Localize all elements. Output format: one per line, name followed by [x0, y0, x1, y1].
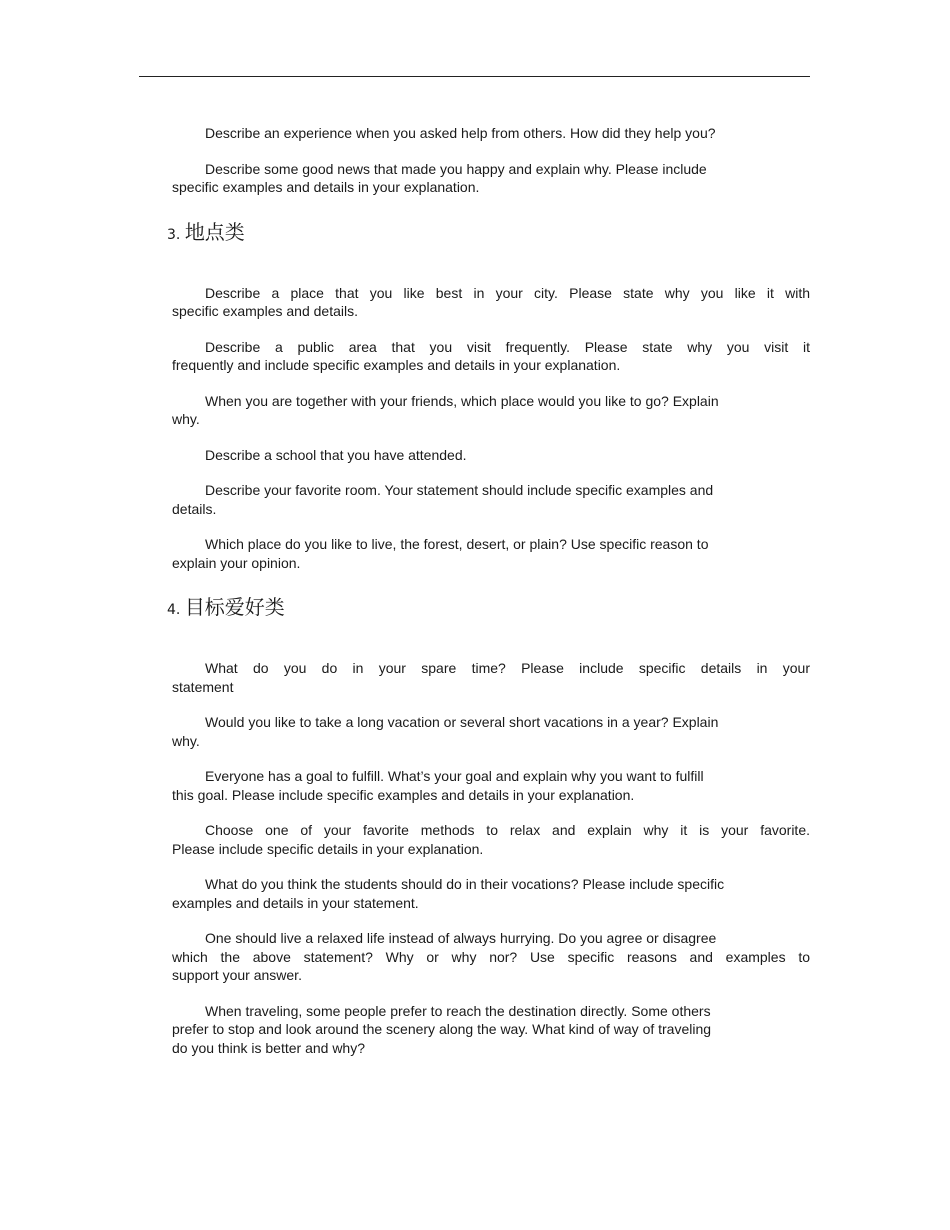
paragraph-line: Everyone has a goal to fulfill. What’s your goal and explain why you want to fulfill [205, 768, 704, 784]
section-heading [167, 594, 810, 623]
prompt-paragraph [172, 338, 810, 375]
paragraph-line: frequently and include specific examples and details in your explanation. [172, 357, 621, 373]
paragraph-line: One should live a relaxed life instead of always hurrying. Do you agree or disagree [205, 930, 717, 946]
prompt-paragraph [172, 481, 810, 518]
paragraph-line: prefer to stop and look around the scenery along the way. What kind of way of traveling [172, 1021, 712, 1037]
paragraph-line: which the above statement? Why or why nor? Use specific reasons and examples to [172, 948, 810, 965]
prompt-paragraph [172, 821, 810, 858]
paragraph-line: Choose one of your favorite methods to relax and explain why it is your favorite. [205, 822, 810, 838]
prompt-paragraph [172, 767, 810, 804]
paragraph-line: Describe your favorite room. Your statement should include specific examples and [205, 482, 714, 498]
paragraph-line: Describe some good news that made you happy and explain why. Please include [205, 160, 707, 177]
prompt-paragraph [172, 446, 810, 465]
paragraph-line: specific examples and details in your explanation. [172, 179, 480, 195]
paragraph-line: why. [172, 732, 200, 749]
paragraph-line: What do you do in your spare time? Please include specific details in your [205, 660, 810, 676]
paragraph-line: When you are together with your friends, which place would you like to go? Explain [205, 392, 719, 409]
prompt-paragraph [172, 284, 810, 321]
section-number: 4. [167, 602, 185, 618]
section-heading [167, 219, 810, 248]
paragraph-line: statement [172, 678, 234, 695]
header-rule [139, 76, 810, 77]
paragraph-line: examples and details in your statement. [172, 894, 419, 911]
paragraph-line: Describe a school that you have attended. [205, 446, 467, 463]
paragraph-line: explain your opinion. [172, 554, 301, 571]
paragraph-line: When traveling, some people prefer to reach the destination directly. Some others [205, 1002, 711, 1019]
prompt-paragraph [172, 392, 810, 429]
prompt-paragraph [172, 713, 810, 750]
prompt-paragraph [172, 535, 810, 572]
paragraph-line: Describe an experience when you asked help from others. How did they help you? [205, 125, 716, 141]
section-title: 地点类 [184, 219, 245, 244]
paragraph-line: Please include specific details in your explanation. [172, 840, 484, 857]
paragraph-line: support your answer. [172, 967, 302, 983]
paragraph-line: details. [172, 500, 217, 517]
paragraph-line: do you think is better and why? [172, 1039, 366, 1056]
prompt-paragraph [172, 160, 810, 197]
paragraph-line: specific examples and details. [172, 303, 358, 319]
prompt-paragraph [172, 659, 810, 696]
prompt-paragraph [172, 124, 810, 143]
prompt-paragraph [172, 1002, 810, 1058]
paragraph-line: Describe a place that you like best in your city. Please state why you like it with [205, 284, 810, 301]
section-number: 3. [167, 226, 185, 243]
prompt-paragraph [172, 929, 810, 985]
paragraph-line: this goal. Please include specific examples and details in your explanation. [172, 786, 635, 803]
paragraph-line: Would you like to take a long vacation or several short vacations in a year? Explain [205, 714, 719, 730]
paragraph-line: why. [172, 411, 200, 427]
paragraph-line: Which place do you like to live, the forest, desert, or plain? Use specific reason to [205, 536, 709, 552]
prompt-paragraph [172, 875, 810, 912]
paragraph-line: Describe a public area that you visit frequently. Please state why you visit it [205, 338, 810, 355]
section-title: 目标爱好类 [184, 595, 285, 619]
document-body [167, 124, 810, 1074]
paragraph-line: What do you think the students should do in their vocations? Please include specific [205, 876, 725, 892]
